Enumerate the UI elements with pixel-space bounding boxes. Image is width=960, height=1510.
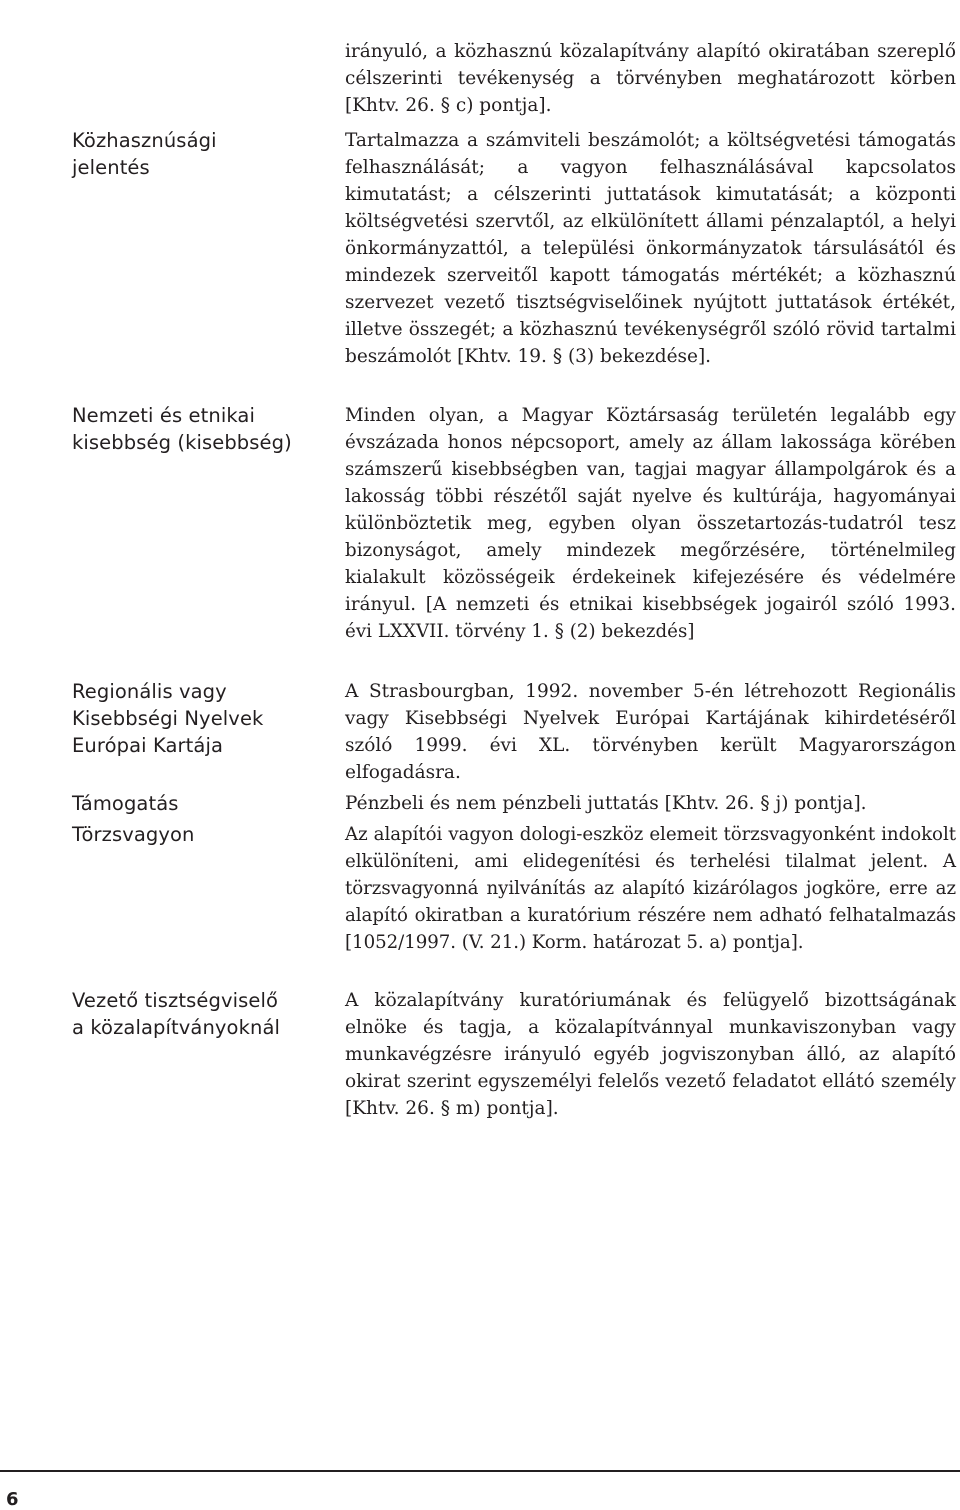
glossary-definition: Pénzbeli és nem pénzbeli juttatás [Khtv. 26. § j) pontja]. bbox=[345, 793, 867, 814]
glossary-term: Közhasznúsági jelentés bbox=[72, 129, 217, 179]
page-number: 6 bbox=[6, 1489, 19, 1510]
glossary-term: Támogatás bbox=[72, 792, 179, 815]
glossary-definition: Tartalmazza a számviteli beszámolót; a költségvetési támogatás felhasználását; a vagyon felhasználásával kapcsolatos kimutatást; a célszerinti juttatások kimutatását; a központi költségvetési szervtől, az elkülönített állami pénzalaptól, a helyi önkormányzattól, a települési önkormányzatok társulásától és mindezek szerveitől kapott támogatás mértékét; a közhasznú szervezet vezető tisztségviselőinek nyújtott juttatások értékét, illetve összegét; a közhasznú tevékenységről szóló rövid tartalmi beszámolót [Khtv. 19. § (3) bekezdése]. bbox=[345, 130, 956, 367]
footer-divider bbox=[0, 1470, 960, 1472]
glossary-term: Regionális vagy Kisebbségi Nyelvek Európai Kartája bbox=[72, 680, 264, 757]
glossary-definition: A közalapítvány kuratóriumának és felügyelő bizottságának elnöke és tagja, a közalapítvánnyal munkaviszonyban vagy munkavégzésre irányuló egyéb jogviszonyban álló, az alapító okirat szerint egyszemélyi felelős vezető feladatot ellátó személy [Khtv. 26. § m) pontja]. bbox=[345, 990, 956, 1119]
glossary-term: Törzsvagyon bbox=[72, 823, 195, 846]
glossary-definition: Minden olyan, a Magyar Köztársaság területén legalább egy évszázada honos népcsoport, amely az állam lakossága körében számszerű kisebbségben van, tagjai magyar állampolgárok és a lakosság többi részétől saját nyelve és kultúrája, hagyományai különböztetik meg, egyben olyan összetartozás-tudatról tesz bizonyságot, amely mindezek megőrzésére, történelmileg kialakult közösségeik érdekeinek kifejezésére és védelmére irányul. [A nemzeti és etnikai kisebbségek jogairól szóló 1993. évi LXXVII. törvény 1. § (2) bekezdés] bbox=[345, 405, 956, 642]
glossary-definition: Az alapítói vagyon dologi-eszköz elemeit törzsvagyonként indokolt elkülöníteni, ami elidegenítési és terhelési tilalmat jelent. A törzsvagyonná nyilvánítás az alapító kizárólagos jogköre, erre az alapító okiratban a kuratórium részére nem adható felhatalmazás [1052/1997. (V. 21.) Korm. határozat 5. a) pontja]. bbox=[345, 824, 956, 953]
glossary-definition: A Strasbourgban, 1992. november 5-én létrehozott Regionális vagy Kisebbségi Nyelvek Európai Kartájának kihirdetéséről szóló 1999. évi XL. törvényben került Magyarországon elfogadásra. bbox=[345, 681, 956, 783]
glossary-term: Vezető tisztségviselő a közalapítványoknál bbox=[72, 989, 281, 1039]
glossary-term: Nemzeti és etnikai kisebbség (kisebbség) bbox=[72, 404, 292, 454]
glossary-definition: irányuló, a közhasznú közalapítvány alapító okiratában szereplő célszerinti tevékenység a törvényben meghatározott körben [Khtv. 26. § c) pontja]. bbox=[345, 41, 956, 116]
